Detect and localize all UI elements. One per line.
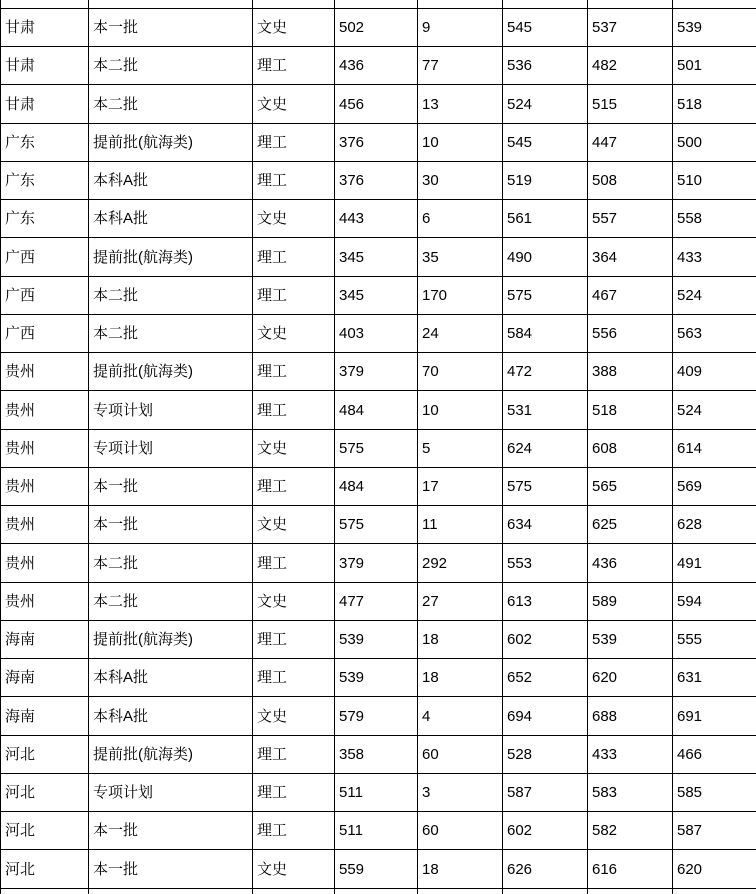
table-cell: 18 (418, 850, 503, 888)
table-cell: 602 (503, 812, 588, 850)
table-cell: 433 (673, 238, 756, 276)
table-cell: 583 (588, 773, 673, 811)
table-cell: 345 (335, 276, 418, 314)
table-cell: 536 (503, 47, 588, 85)
table-cell: 广西 (1, 314, 89, 352)
table-cell: 本科A批 (89, 200, 253, 238)
table-cell: 467 (588, 276, 673, 314)
table-cell: 589 (588, 582, 673, 620)
table-cell: 502 (335, 8, 418, 46)
table-cell: 文史 (253, 850, 335, 888)
table-cell: 广西 (1, 276, 89, 314)
table-cell: 584 (503, 314, 588, 352)
table-cell: 376 (335, 123, 418, 161)
table-cell: 447 (588, 123, 673, 161)
table-cell: 贵州 (1, 353, 89, 391)
table-cell: 理工 (253, 467, 335, 505)
table-row (1, 659, 756, 697)
table-cell: 556 (588, 314, 673, 352)
table-cell: 贵州 (1, 582, 89, 620)
table-row (1, 850, 756, 888)
table-cell-empty (588, 0, 673, 8)
table-cell: 579 (335, 697, 418, 735)
table-cell: 理工 (253, 123, 335, 161)
table-cell: 620 (673, 850, 756, 888)
table-cell: 60 (418, 735, 503, 773)
table-cell: 563 (673, 314, 756, 352)
table-cell: 理工 (253, 773, 335, 811)
table-cell: 511 (335, 812, 418, 850)
table-row (1, 123, 756, 161)
table-row (1, 697, 756, 735)
table-row (1, 85, 756, 123)
table-cell: 559 (335, 850, 418, 888)
table-cell: 4 (418, 697, 503, 735)
table-cell: 528 (503, 735, 588, 773)
table-cell: 472 (503, 353, 588, 391)
table-cell: 170 (418, 276, 503, 314)
table-cell: 620 (588, 659, 673, 697)
table-cell: 理工 (253, 620, 335, 658)
table-cell: 广西 (1, 238, 89, 276)
table-cell: 本二批 (89, 85, 253, 123)
table-cell: 提前批(航海类) (89, 238, 253, 276)
table-cell: 理工 (253, 735, 335, 773)
table-row (1, 391, 756, 429)
table-cell: 甘肃 (1, 47, 89, 85)
table-cell: 贵州 (1, 467, 89, 505)
table-cell: 本一批 (89, 506, 253, 544)
table-cell-empty (253, 0, 335, 8)
table-cell: 616 (588, 850, 673, 888)
table-cell: 10 (418, 391, 503, 429)
table-row (1, 200, 756, 238)
partial-row-bottom (1, 888, 756, 894)
table-cell: 558 (673, 200, 756, 238)
table-row (1, 238, 756, 276)
table-cell: 409 (673, 353, 756, 391)
table-cell: 文史 (253, 85, 335, 123)
table-cell: 561 (503, 200, 588, 238)
table-cell: 理工 (253, 47, 335, 85)
table-cell: 甘肃 (1, 8, 89, 46)
table-cell: 本科A批 (89, 697, 253, 735)
table-cell: 436 (335, 47, 418, 85)
table-cell: 27 (418, 582, 503, 620)
table-cell: 518 (673, 85, 756, 123)
table-cell: 河北 (1, 812, 89, 850)
table-cell: 理工 (253, 353, 335, 391)
table-cell: 466 (673, 735, 756, 773)
table-cell: 本一批 (89, 850, 253, 888)
table-row (1, 429, 756, 467)
table-cell: 688 (588, 697, 673, 735)
table-cell: 海南 (1, 697, 89, 735)
table-cell: 河北 (1, 773, 89, 811)
table-cell: 694 (503, 697, 588, 735)
table-cell: 631 (673, 659, 756, 697)
table-cell: 524 (673, 391, 756, 429)
table-cell: 539 (335, 620, 418, 658)
table-cell: 575 (503, 276, 588, 314)
table-cell-empty (673, 888, 756, 894)
table-cell: 10 (418, 123, 503, 161)
table-cell: 587 (673, 812, 756, 850)
table-row (1, 314, 756, 352)
table-cell: 甘肃 (1, 85, 89, 123)
table-cell: 477 (335, 582, 418, 620)
table-cell: 77 (418, 47, 503, 85)
table-cell: 379 (335, 353, 418, 391)
table-cell: 本一批 (89, 812, 253, 850)
table-cell: 555 (673, 620, 756, 658)
table-cell: 443 (335, 200, 418, 238)
table-cell: 557 (588, 200, 673, 238)
table-cell-empty (588, 888, 673, 894)
table-cell: 贵州 (1, 391, 89, 429)
table-cell-empty (418, 0, 503, 8)
table-cell: 545 (503, 123, 588, 161)
table-cell: 531 (503, 391, 588, 429)
table-cell: 691 (673, 697, 756, 735)
table-cell: 602 (503, 620, 588, 658)
partial-row-top (1, 0, 756, 8)
table-cell: 提前批(航海类) (89, 123, 253, 161)
table-cell-empty (335, 888, 418, 894)
table-cell: 358 (335, 735, 418, 773)
table-cell: 广东 (1, 161, 89, 199)
table-cell: 文史 (253, 314, 335, 352)
table-row (1, 467, 756, 505)
table-row (1, 735, 756, 773)
table-cell: 539 (588, 620, 673, 658)
table-cell: 524 (673, 276, 756, 314)
table-row (1, 161, 756, 199)
table-cell: 652 (503, 659, 588, 697)
table-cell-empty (418, 888, 503, 894)
table-cell: 515 (588, 85, 673, 123)
table-cell-empty (1, 0, 89, 8)
table-cell: 本科A批 (89, 659, 253, 697)
table-cell: 510 (673, 161, 756, 199)
table-cell: 30 (418, 161, 503, 199)
table-cell: 贵州 (1, 429, 89, 467)
table-cell: 436 (588, 544, 673, 582)
table-cell: 482 (588, 47, 673, 85)
table-cell: 24 (418, 314, 503, 352)
table-cell: 565 (588, 467, 673, 505)
table-cell: 345 (335, 238, 418, 276)
table-cell: 511 (335, 773, 418, 811)
table-cell: 本一批 (89, 8, 253, 46)
table-cell: 本二批 (89, 544, 253, 582)
table-cell: 文史 (253, 582, 335, 620)
table-cell: 403 (335, 314, 418, 352)
table-cell: 582 (588, 812, 673, 850)
table-cell: 本科A批 (89, 161, 253, 199)
table-row (1, 506, 756, 544)
table-cell: 文史 (253, 506, 335, 544)
table-cell: 6 (418, 200, 503, 238)
table-cell: 575 (335, 429, 418, 467)
table-cell: 17 (418, 467, 503, 505)
table-cell: 本二批 (89, 47, 253, 85)
table-cell: 539 (673, 8, 756, 46)
table-cell: 提前批(航海类) (89, 620, 253, 658)
table-cell: 贵州 (1, 544, 89, 582)
table-cell: 理工 (253, 659, 335, 697)
table-cell: 569 (673, 467, 756, 505)
table-row (1, 812, 756, 850)
table-cell: 河北 (1, 850, 89, 888)
table-cell: 文史 (253, 697, 335, 735)
table-row (1, 620, 756, 658)
table-cell: 575 (503, 467, 588, 505)
table-cell: 624 (503, 429, 588, 467)
table-cell: 文史 (253, 200, 335, 238)
table-cell-empty (253, 888, 335, 894)
table-cell: 537 (588, 8, 673, 46)
table-cell: 理工 (253, 276, 335, 314)
table-row (1, 544, 756, 582)
table-cell: 484 (335, 467, 418, 505)
table-cell: 理工 (253, 391, 335, 429)
table-cell-empty (503, 888, 588, 894)
table-cell: 专项计划 (89, 773, 253, 811)
table-cell: 9 (418, 8, 503, 46)
table-cell: 本二批 (89, 314, 253, 352)
table-cell: 545 (503, 8, 588, 46)
table-cell: 518 (588, 391, 673, 429)
table-cell-empty (335, 0, 418, 8)
table-cell: 501 (673, 47, 756, 85)
table-row (1, 8, 756, 46)
table-cell: 379 (335, 544, 418, 582)
table-cell: 433 (588, 735, 673, 773)
table-cell: 本一批 (89, 467, 253, 505)
table-cell: 理工 (253, 238, 335, 276)
table-cell: 海南 (1, 620, 89, 658)
table-cell: 文史 (253, 429, 335, 467)
table-row (1, 353, 756, 391)
table-cell: 500 (673, 123, 756, 161)
table-cell: 河北 (1, 735, 89, 773)
table-cell: 594 (673, 582, 756, 620)
table-cell: 5 (418, 429, 503, 467)
table-cell: 18 (418, 620, 503, 658)
table-cell: 3 (418, 773, 503, 811)
table-cell: 575 (335, 506, 418, 544)
table-cell: 70 (418, 353, 503, 391)
table-cell-empty (503, 0, 588, 8)
table-cell: 理工 (253, 812, 335, 850)
table-cell: 11 (418, 506, 503, 544)
table-cell: 626 (503, 850, 588, 888)
table-cell-empty (1, 888, 89, 894)
table-cell: 376 (335, 161, 418, 199)
table-row (1, 773, 756, 811)
table-cell: 35 (418, 238, 503, 276)
table-cell: 553 (503, 544, 588, 582)
table-cell: 专项计划 (89, 391, 253, 429)
table-row (1, 47, 756, 85)
table-cell: 490 (503, 238, 588, 276)
table-cell: 提前批(航海类) (89, 735, 253, 773)
table-cell: 625 (588, 506, 673, 544)
table-cell: 585 (673, 773, 756, 811)
table-cell: 理工 (253, 544, 335, 582)
table-cell: 提前批(航海类) (89, 353, 253, 391)
table-cell: 628 (673, 506, 756, 544)
table-cell: 13 (418, 85, 503, 123)
table-cell: 508 (588, 161, 673, 199)
table-cell: 海南 (1, 659, 89, 697)
table-cell: 608 (588, 429, 673, 467)
table-cell-empty (89, 888, 253, 894)
table-cell: 60 (418, 812, 503, 850)
table-cell: 524 (503, 85, 588, 123)
table-cell: 贵州 (1, 506, 89, 544)
table-cell: 广东 (1, 200, 89, 238)
table-cell: 本二批 (89, 582, 253, 620)
table-cell: 539 (335, 659, 418, 697)
table-cell: 理工 (253, 161, 335, 199)
table-cell: 专项计划 (89, 429, 253, 467)
table-cell: 18 (418, 659, 503, 697)
table-body (1, 0, 756, 894)
table-cell: 491 (673, 544, 756, 582)
table-row (1, 276, 756, 314)
table-cell-empty (673, 0, 756, 8)
table-cell: 614 (673, 429, 756, 467)
table-cell-empty (89, 0, 253, 8)
table-cell: 456 (335, 85, 418, 123)
table-cell: 519 (503, 161, 588, 199)
table-cell: 613 (503, 582, 588, 620)
table-cell: 本二批 (89, 276, 253, 314)
table-cell: 634 (503, 506, 588, 544)
table-row (1, 582, 756, 620)
table-cell: 388 (588, 353, 673, 391)
table-cell: 文史 (253, 8, 335, 46)
table-cell: 364 (588, 238, 673, 276)
table-cell: 292 (418, 544, 503, 582)
table-cell: 587 (503, 773, 588, 811)
table-cell: 广东 (1, 123, 89, 161)
table-cell: 484 (335, 391, 418, 429)
